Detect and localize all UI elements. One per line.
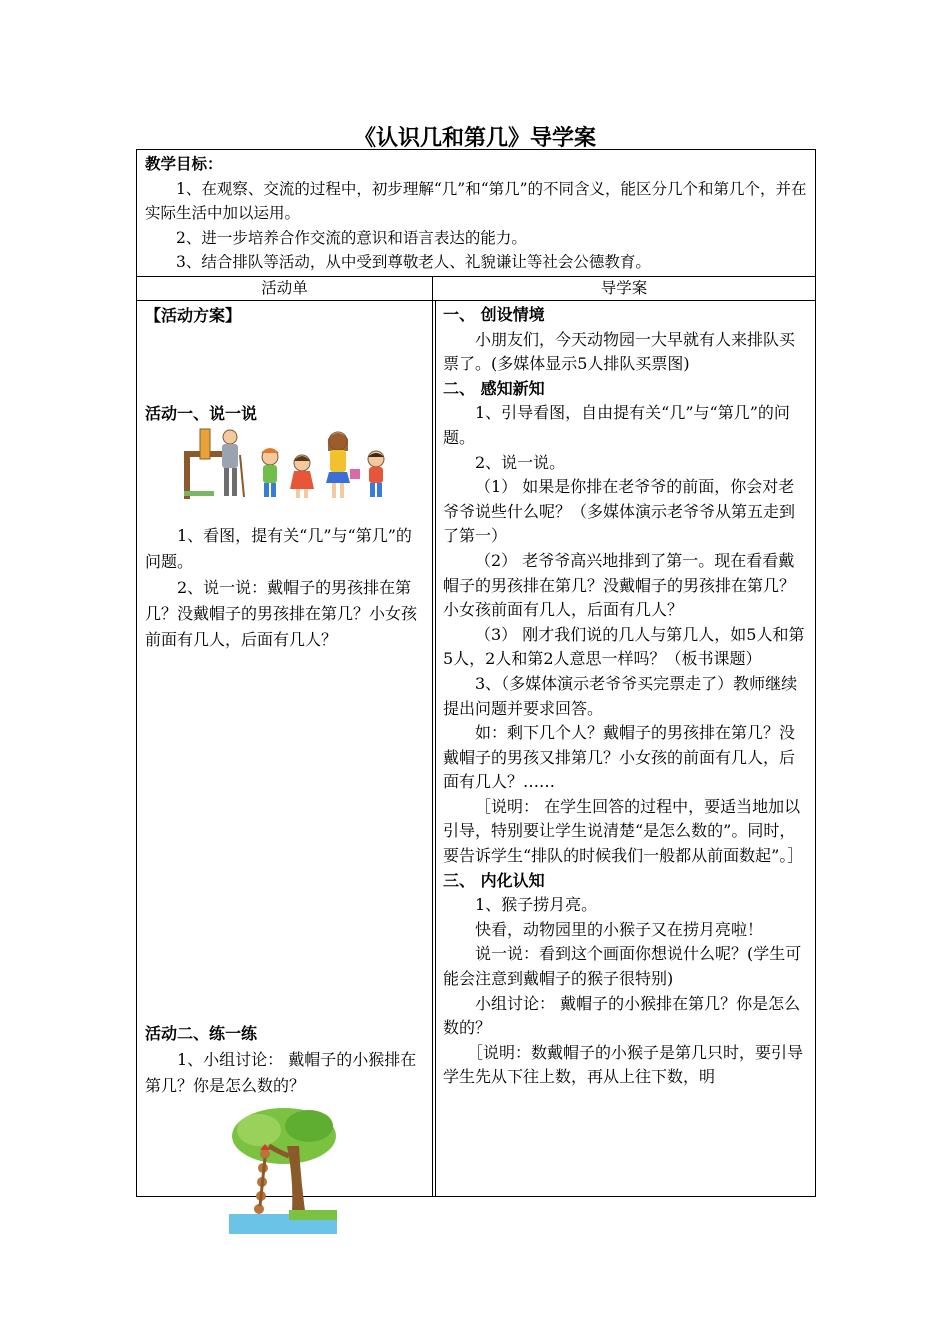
section2-item: 1、引导看图，自由提有关“几”与“第几”的问题。 xyxy=(443,403,790,447)
page-title: 《认识几和第几》导学案 xyxy=(353,126,596,151)
section2-item: （1） 如果是你排在老爷爷的前面，你会对老爷爷说些什么呢？（多媒体演示老爷爷从第五走到了第一） xyxy=(443,477,796,546)
section2-item: 如：剩下几个人？戴帽子的男孩排在第几？没戴帽子的男孩又排第几？小女孩的前面有几人，后面有几人？…… xyxy=(443,723,796,792)
objectives-heading: 教学目标： xyxy=(145,155,223,173)
column-header-right: 导学案 xyxy=(433,277,815,301)
section2-note: ［说明： 在学生回答的过程中，要适当地加以引导，特别要让学生说清楚“是怎么数的”。同时，要告诉学生“排队的时候我们一般都从前面数起”。］ xyxy=(443,796,804,866)
boy-with-cap-figure xyxy=(261,448,279,497)
objective-item: 3、结合排队等活动，从中受到尊敬老人、礼貌谦让等社会公德教育。 xyxy=(176,253,651,271)
section3-title: 三、 内化认知 xyxy=(443,870,545,890)
activity1-title: 活动一、说一说 xyxy=(145,404,258,423)
section2-item: 2、说一说。 xyxy=(475,452,566,472)
monkey-tree-illustration xyxy=(229,1106,337,1234)
column-header-left: 活动单 xyxy=(137,277,432,301)
section3-item: 说一说：看到这个画面你想说什么呢？(学生可能会注意到戴帽子的猴子很特别) xyxy=(443,944,802,989)
activity2-item: 1、小组讨论： 戴帽子的小猴排在第几？你是怎么数的？ xyxy=(145,1050,417,1095)
ticket-window xyxy=(200,429,210,459)
section2-item: （2） 老爷爷高兴地排到了第一。现在看看戴帽子的男孩排在第几？没戴帽子的男孩排在第几？小女孩前面有几人，后面有几人？ xyxy=(443,550,796,620)
section3-note: ［说明：数戴帽子的小猴子是第几只时，要引导学生先从下往上数，再从上往下数，明 xyxy=(443,1042,804,1087)
activity1-item: 1、看图，提有关“几”与“第几”的问题。 xyxy=(145,526,412,571)
section2-title: 二、 感知新知 xyxy=(443,378,545,398)
activity2-title: 活动二、练一练 xyxy=(145,1024,258,1043)
column-divider-inner xyxy=(435,301,436,1197)
section1-title: 一、 创设情境 xyxy=(443,305,545,324)
section3-item: 快看，动物园里的小猴子又在捞月亮啦！ xyxy=(475,919,764,939)
tall-girl-figure xyxy=(326,432,360,498)
lesson-table xyxy=(136,149,816,1197)
section1-text: 小朋友们，今天动物园一大早就有人来排队买票了。(多媒体显示5人排队买票图) xyxy=(443,329,796,374)
section2-item: 3、（多媒体演示老爷爷买完票走了）教师继续提出问题并要求回答。 xyxy=(443,673,798,718)
boy-without-cap-figure xyxy=(368,451,384,497)
section2-item: （3） 刚才我们说的几人与第几人，如5人和第5人，2人和第2人意思一样吗？（板书课题） xyxy=(443,624,805,669)
objective-item: 2、进一步培养合作交流的意识和语言表达的能力。 xyxy=(176,228,527,247)
queue-illustration xyxy=(182,425,397,505)
guide-column xyxy=(437,301,814,1090)
grandpa-figure xyxy=(222,430,244,497)
activity1-item: 2、说一说：戴帽子的男孩排在第几？没戴帽子的男孩排在第几？小女孩前面有几人，后面有几人？ xyxy=(145,578,418,649)
section3-item: 小组讨论： 戴帽子的小猴排在第几？你是怎么数的？ xyxy=(443,993,801,1038)
objectives-cell xyxy=(137,150,815,277)
objective-item: 1、在观察、交流的过程中，初步理解“几”和“第几”的不同含义，能区分几个和第几个，并在实际生活中加以运用。 xyxy=(145,179,807,222)
section3-item: 1、猴子捞月亮。 xyxy=(475,895,598,915)
small-girl-figure xyxy=(290,455,314,498)
plan-heading: 【活动方案】 xyxy=(145,306,242,325)
column-divider xyxy=(432,277,433,1197)
